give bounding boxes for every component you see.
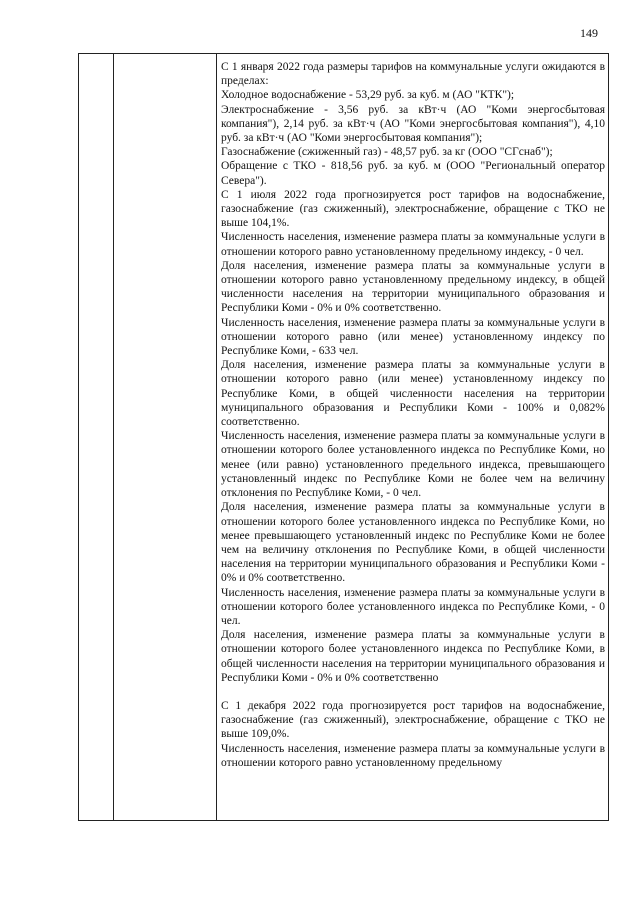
- paragraph-population-limit-december: Численность населения, изменение размера платы за коммунальные услуги в отношении которого равно установленному предельному: [221, 742, 605, 769]
- paragraph-share-limit: Доля населения, изменение размера платы за коммунальные услуги в отношении которого равно установленному предельному индексу, в общей численности населения на территории муниципального образования и Республики Коми - 0% и 0% соответственно.: [221, 259, 605, 315]
- paragraph-share-index: Доля населения, изменение размера платы за коммунальные услуги в отношении которого равно (или менее) установленному индексу по Республике Коми, в общей численности населения на территории муниципального образования и Республики Коми - 100% и 0,082% соответственно.: [221, 359, 605, 429]
- paragraph-intro: С 1 января 2022 года размеры тарифов на коммунальные услуги ожидаются в пределах:: [221, 61, 605, 88]
- document-table: [78, 53, 609, 821]
- paragraph-population-deviation: Численность населения, изменение размера платы за коммунальные услуги в отношении которого более установленного индекса по Республике Коми, но менее (или равно) установленного предельного индекса, превышающего установленный индекс по Республике Коми не более чем на величину отклонения по Республике Коми, - 0 чел.: [221, 430, 605, 500]
- paragraph-july-forecast: С 1 июля 2022 года прогнозируется рост тарифов на водоснабжение, газоснабжение (газ сжиженный), электроснабжение, обращение с ТКО не выше 104,1%.: [221, 188, 605, 230]
- column-divider-2: [216, 54, 217, 820]
- paragraph-cold-water: Холодное водоснабжение - 53,29 руб. за куб. м (АО "КТК");: [221, 89, 515, 102]
- paragraph-population-above: Численность населения, изменение размера платы за коммунальные услуги в отношении которого более установленного индекса по Республике Коми, - 0 чел.: [221, 586, 605, 627]
- paragraph-share-deviation: Доля населения, изменение размера платы за коммунальные услуги в отношении которого более установленного индекса по Республике Коми, но менее превышающего установленный индекс по Республике Коми не более чем на величину отклонения по Республике Коми, в общей численности населения на территории муниципального образования и Республики Коми - 0% и 0% соответственно.: [221, 501, 605, 585]
- paragraph-electricity: Электроснабжение - 3,56 руб. за кВт·ч (АО "Коми энергосбытовая компания"), 2,14 руб. за кВт·ч (АО "Коми энергосбытовая компания"), 4,10 руб. за кВт·ч (АО "Коми энергосбытовая компания");: [221, 103, 605, 145]
- page-number: 149: [580, 26, 598, 40]
- paragraph-december-forecast: С 1 декабря 2022 года прогнозируется рост тарифов на водоснабжение, газоснабжение (газ сжиженный), электроснабжение, обращение с ТКО не выше 109,0%.: [221, 699, 605, 741]
- table-cell-text: [221, 60, 605, 770]
- paragraph-population-index: Численность населения, изменение размера платы за коммунальные услуги в отношении которого равно (или менее) установленному индексу по Республике Коми, - 633 чел.: [221, 316, 605, 358]
- paragraph-population-limit: Численность населения, изменение размера платы за коммунальные услуги в отношении которого равно установленному предельному индексу, - 0 чел.: [221, 231, 605, 258]
- paragraph-share-above: Доля населения, изменение размера платы за коммунальные услуги в отношении которого более установленного индекса по Республике Коми, в общей численности населения на территории муниципального образования и Республики Коми - 0% и 0% соответственно: [221, 629, 605, 684]
- paragraph-gap: [221, 685, 605, 699]
- paragraph-waste: Обращение с ТКО - 818,56 руб. за куб. м (ООО "Региональный оператор Севера").: [221, 160, 605, 187]
- column-divider-1: [113, 54, 114, 820]
- paragraph-gas: Газоснабжение (сжиженный газ) - 48,57 руб. за кг (ООО "СГснаб");: [221, 146, 553, 159]
